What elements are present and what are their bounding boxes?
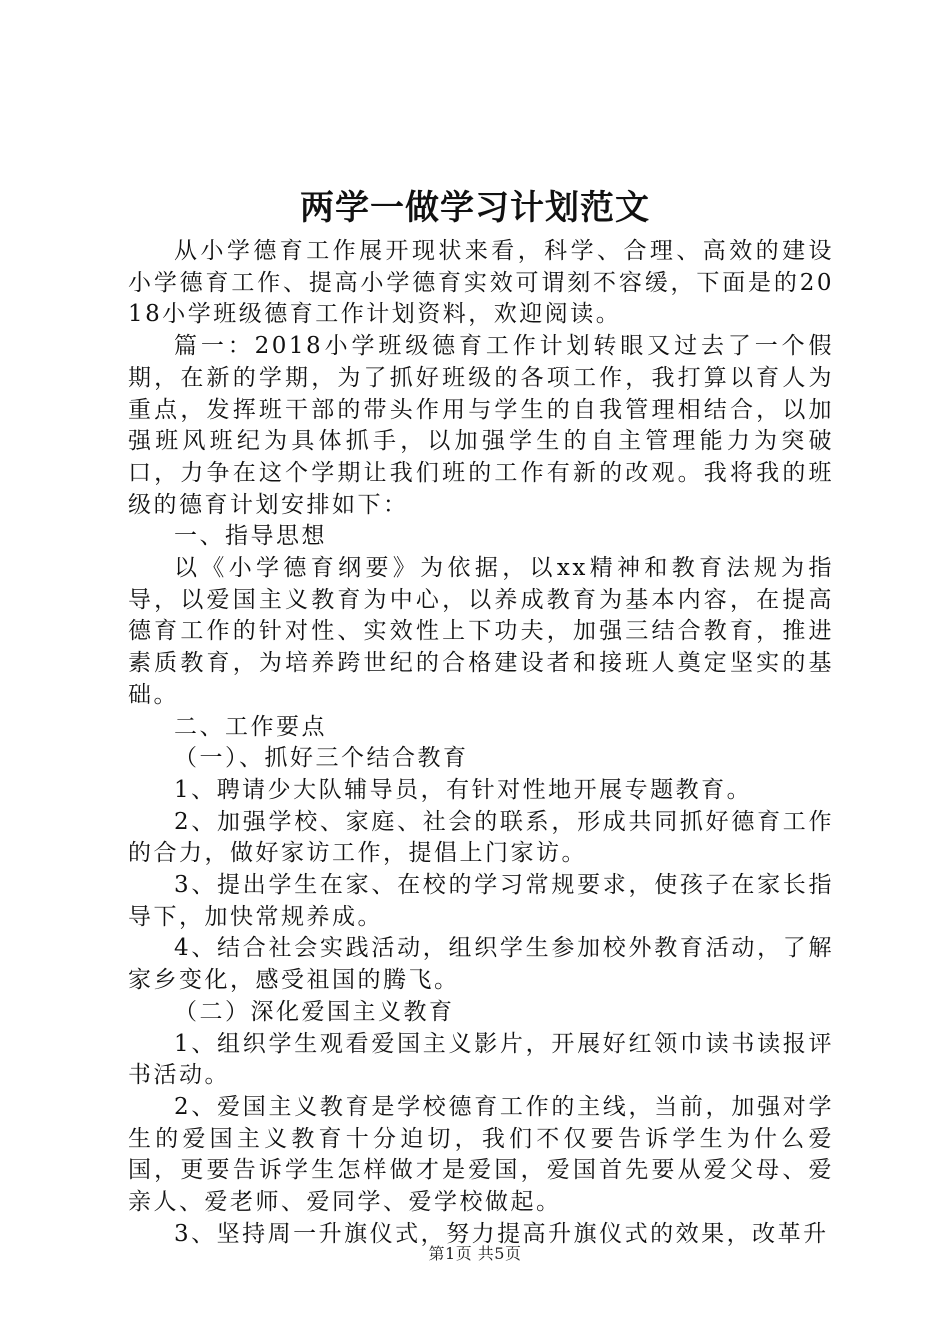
section-heading: 一、指导思想 — [174, 523, 327, 550]
list-item: 1、组织学生观看爱国主义影片，开展好红领巾读书读报评书活动。 — [128, 1030, 834, 1089]
list-item: 3、提出学生在家、在校的学习常规要求，使孩子在家长指导下，加快常规养成。 — [128, 872, 834, 930]
paragraph: 从小学德育工作展开现状来看，科学、合理、高效的建设小学德育工作、提高小学德育实效可谓刻不容缓，下面是的2018小学班级德育工作计划资料，欢迎阅读。 — [128, 238, 834, 328]
subsection-heading: （二）深化爱国主义教育 — [174, 998, 455, 1025]
paragraph: 篇一：2018小学班级德育工作计划转眼又过去了一个假期，在新的学期，为了抓好班级的各项工作，我打算以育人为重点，发挥班干部的带头作用与学生的自我管理相结合，以加强班风班纪为具体抓手，以加强学生的自主管理能力为突破口，力争在这个学期让我们班的工作有新的改观。我将我的班级的德育计划安排如下： — [128, 333, 834, 518]
list-item: 4、结合社会实践活动，组织学生参加校外教育活动，了解家乡变化，感受祖国的腾飞。 — [128, 935, 834, 994]
document-body — [128, 236, 834, 1251]
list-item: 3、坚持周一升旗仪式，努力提高升旗仪式的效果，改革升 — [174, 1220, 829, 1247]
paragraph: 以《小学德育纲要》为依据，以xx精神和教育法规为指导，以爱国主义教育为中心，以养成教育为基本内容，在提高德育工作的针对性、实效性上下功夫，加强三结合教育，推进素质教育，为培养跨世纪的合格建设者和接班人奠定坚实的基础。 — [128, 555, 834, 708]
list-item: 2、爱国主义教育是学校德育工作的主线，当前，加强对学生的爱国主义教育十分迫切，我们不仅要告诉学生为什么爱国，更要告诉学生怎样做才是爱国，爱国首先要从爱父母、爱亲人、爱老师、爱同学、爱学校做起。 — [128, 1093, 834, 1216]
page-title: 两学一做学习计划范文 — [300, 188, 650, 228]
list-item: 2、加强学校、家庭、社会的联系，形成共同抓好德育工作的合力，做好家访工作，提倡上门家访。 — [128, 808, 834, 867]
section-heading: 二、工作要点 — [174, 713, 327, 740]
subsection-heading: （一）、抓好三个结合教育 — [174, 745, 469, 772]
page-footer: 第1页 共5页 — [428, 1244, 522, 1263]
list-item: 1、聘请少大队辅导员，有针对性地开展专题教育。 — [174, 776, 753, 803]
